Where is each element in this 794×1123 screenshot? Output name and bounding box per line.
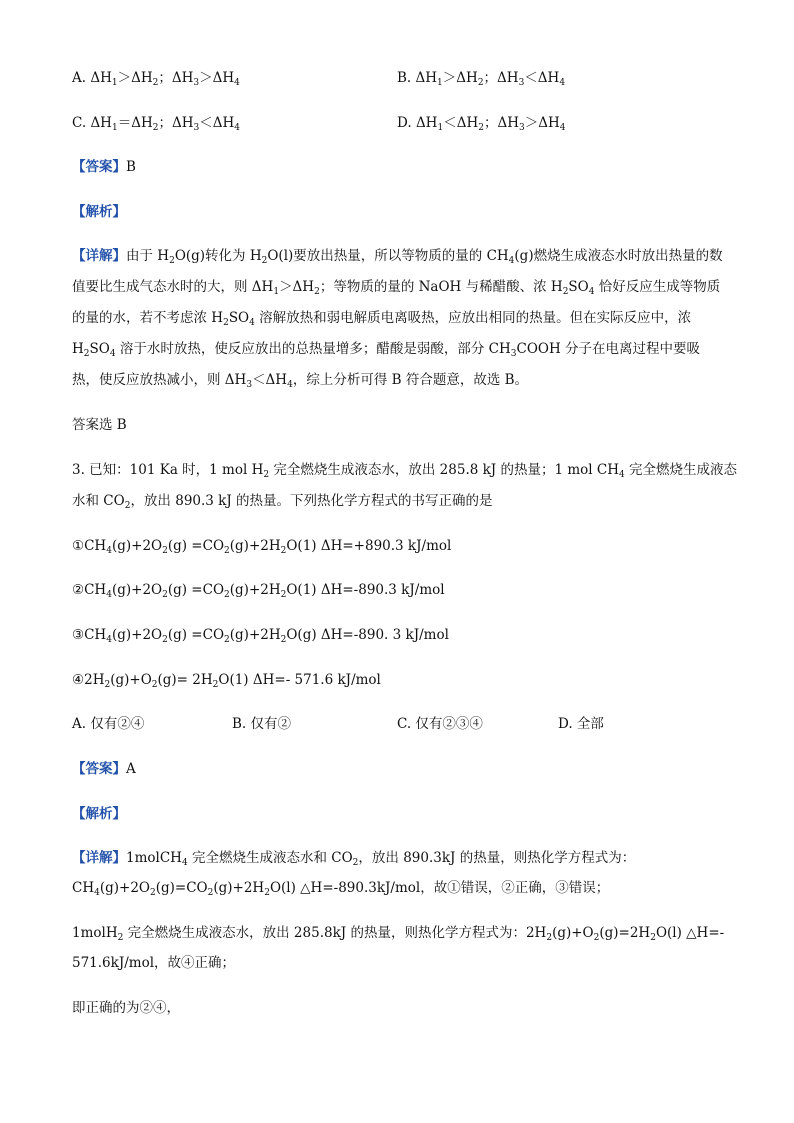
q3-option-b: B. 仅有②	[232, 716, 292, 732]
q2-detail-line-1: 【详解】由于 $H_2O(g)$转化为 $H_2O(l)$要放出热量，所以等物质的量的 $CH_4(g)$燃烧生成液态水时放出热量的数	[72, 248, 723, 266]
q2-detail-line-3: 的量的水，若不考虑浓 $H_2SO_4$ 溶解放热和弱电解质电离吸热，应放出相同的热量。但在实际反应中，浓	[72, 310, 692, 328]
q2-detail-line-4: $H_2SO_4$ 溶于水时放热，使反应放出的总热量增多；醋酸是弱酸，部分 $CH_3COOH$ 分子在电离过程中要吸	[72, 341, 701, 359]
q3-equation-1: $①CH_4(g)+2O_2(g) =CO_2(g)+2H_2O(1)$ ΔH=+890.3 kJ/mol	[72, 538, 452, 556]
q3-option-c: C. 仅有②③④	[397, 716, 483, 732]
q2-option-b: B. $\Delta H_1>\Delta H_2$；$\Delta H_3<\Delta H_4$	[397, 70, 566, 88]
q2-answer: 【答案】B	[72, 159, 136, 175]
q3-answer: 【答案】A	[72, 761, 136, 777]
q3-detail-line-4: 571.6kJ/mol，故④正确；	[72, 955, 236, 971]
q2-detail-line-2: 值要比生成气态水时的大，则 $\Delta H_1>\Delta H_2$；等物质的量的 NaOH 与稀醋酸、浓 $H_2SO_4$ 恰好反应生成等物质	[72, 279, 721, 297]
q3-detail-line-5: 即正确的为②④，	[72, 1000, 180, 1016]
q2-detail-line-5: 热，使反应放热减小，则 $\Delta H_3<\Delta H_4$，综上分析可得 B 符合题意，故选 B。	[72, 372, 529, 390]
q3-detail-line-1: 【详解】1molCH$_4$ 完全燃烧生成液态水和 $CO_2$，放出 890.3kJ 的热量，则热化学方程式为：	[72, 850, 636, 868]
q2-final-answer: 答案选 B	[72, 417, 127, 433]
q2-analysis-heading: 【解析】	[72, 204, 126, 220]
q3-equation-4: $④2H_2(g)+O_2(g)= 2H_2O(1)$ ΔH=- 571.6 kJ/mol	[72, 672, 381, 690]
q3-stem-line-2: 水和 $CO_2$，放出 890.3 kJ 的热量。下列热化学方程式的书写正确的是	[72, 493, 493, 511]
q3-equation-2: $②CH_4(g)+2O_2(g) =CO_2(g)+2H_2O(1)$ ΔH=-890.3 kJ/mol	[72, 582, 445, 600]
q3-detail-line-2: $CH_4(g)+2O_2(g)=CO_2(g)+2H_2O(l)$ △H=-890.3kJ/mol，故①错误，②正确，③错误；	[72, 880, 610, 898]
q3-stem-line-1: 3. 已知：101 Ka 时，1 mol $H_2$ 完全燃烧生成液态水，放出 285.8 kJ 的热量；1 mol $CH_4$ 完全燃烧生成液态	[72, 462, 738, 480]
q3-option-a: A. 仅有②④	[72, 716, 145, 732]
q3-equation-3: $③CH_4(g)+2O_2(g) =CO_2(g)+2H_2O(g)$ ΔH=-890. 3 kJ/mol	[72, 627, 449, 645]
q2-option-d: D. $\Delta H_1<\Delta H_2$；$\Delta H_3>\Delta H_4$	[397, 115, 566, 133]
q3-option-d: D. 全部	[558, 716, 604, 732]
q2-option-c: C. $\Delta H_1=\Delta H_2$；$\Delta H_3<\Delta H_4$	[72, 115, 240, 133]
q2-option-a: A. $\Delta H_1>\Delta H_2$；$\Delta H_3>\Delta H_4$	[72, 70, 240, 88]
q3-detail-line-3: 1molH$_2$ 完全燃烧生成液态水，放出 285.8kJ 的热量，则热化学方程式为：$2H_2(g)+O_2(g)=2H_2O(l)$ △H=-	[72, 925, 725, 943]
q3-analysis-heading: 【解析】	[72, 806, 126, 822]
